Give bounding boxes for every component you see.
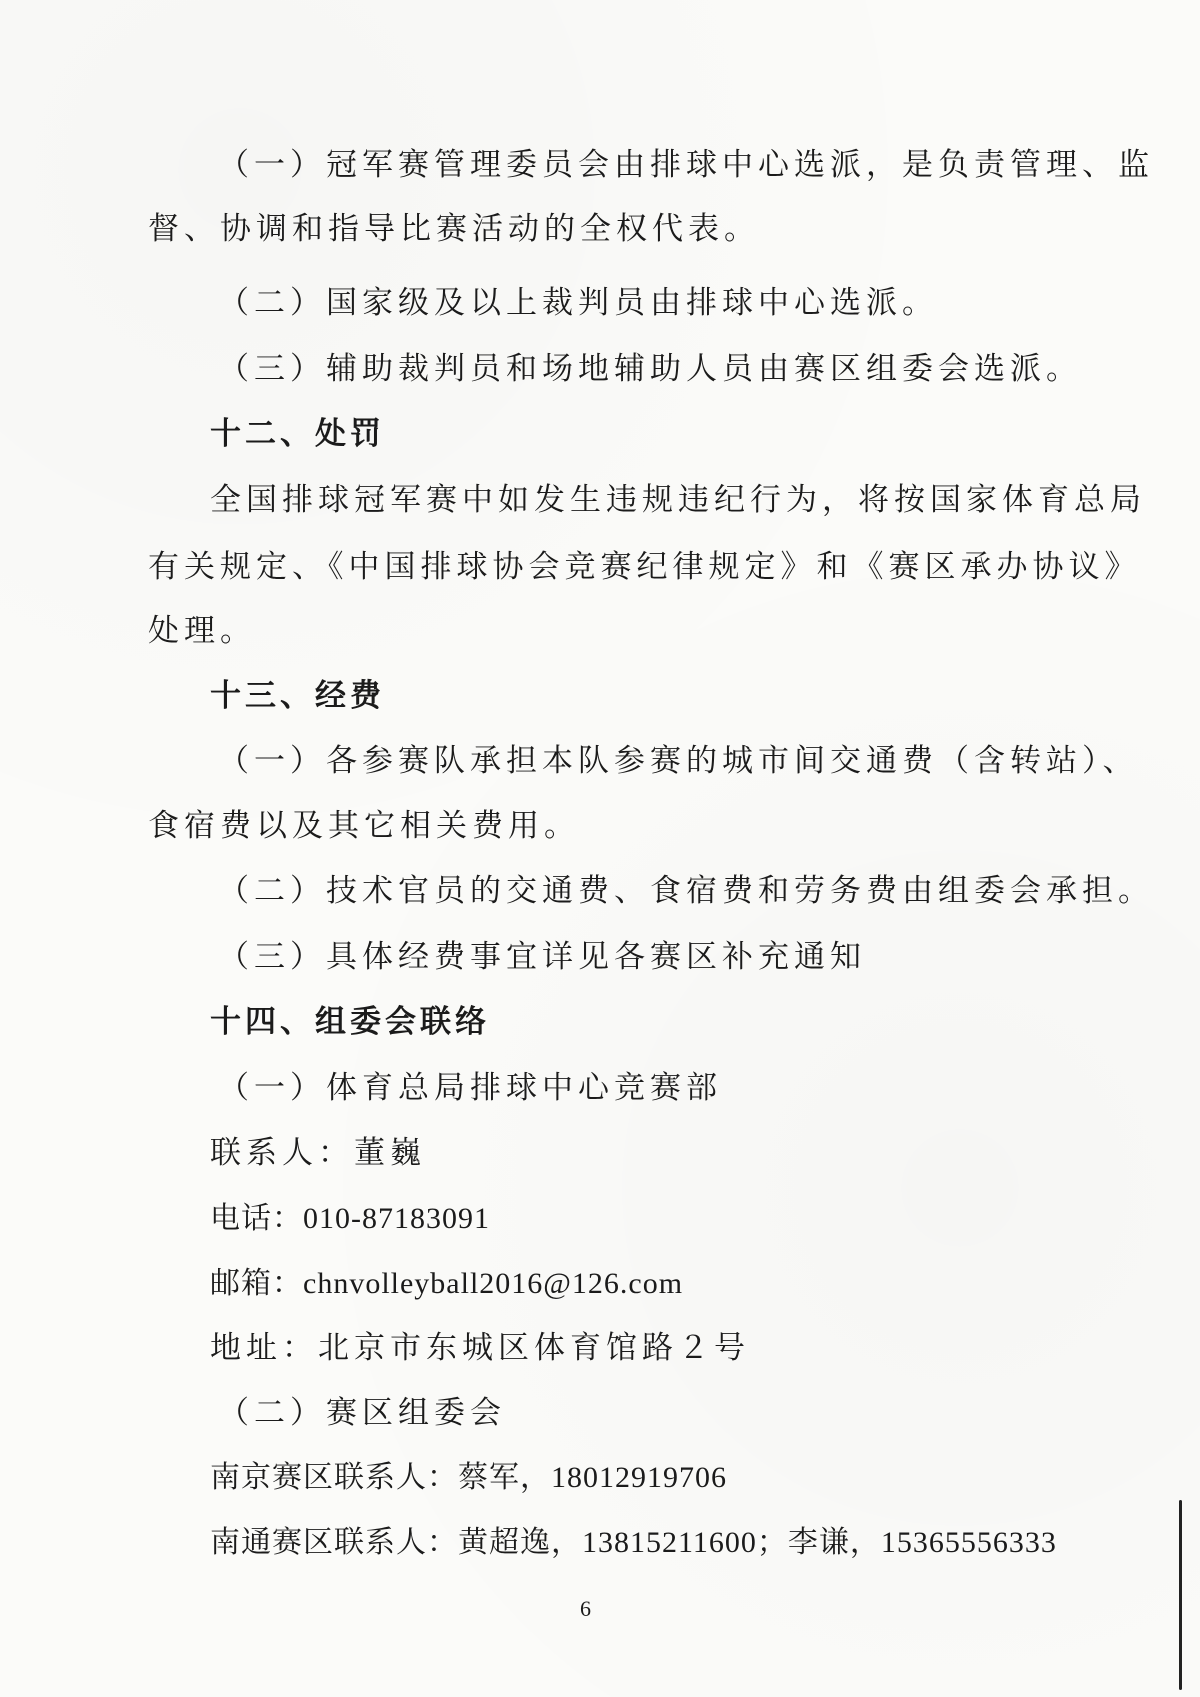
- nanjing-contact-line: 南京赛区联系人：蔡军，18012919706: [210, 1461, 727, 1494]
- contact-unit-line: （一）体育总局排球中心竞赛部: [218, 1070, 722, 1106]
- section-heading-13: 十三、经费: [210, 678, 385, 714]
- paragraph-line-7: 处理。: [148, 613, 256, 649]
- paragraph-line-6: 有关规定、《中国排球协会竞赛纪律规定》和《赛区承办协议》: [148, 549, 1141, 585]
- section-heading-12: 十二、处罚: [210, 416, 385, 452]
- paragraph-line-9: 食宿费以及其它相关费用。: [148, 808, 580, 844]
- nantong-contact-line: 南通赛区联系人：黄超逸，13815211600；李谦，15365556333: [210, 1526, 1057, 1559]
- paragraph-line-1: （一）冠军赛管理委员会由排球中心选派，是负责管理、监: [218, 147, 1154, 183]
- organizing-committee-line: （二）赛区组委会: [218, 1395, 506, 1431]
- paragraph-line-3: （二）国家级及以上裁判员由排球中心选派。: [218, 285, 938, 321]
- scan-edge-mark: [1179, 1500, 1182, 1690]
- paragraph-line-8: （一）各参赛队承担本队参赛的城市间交通费（含转站）、: [218, 743, 1139, 779]
- section-heading-14: 十四、组委会联络: [210, 1004, 490, 1040]
- paragraph-line-5: 全国排球冠军赛中如发生违规违纪行为，将按国家体育总局: [210, 482, 1146, 518]
- contact-phone-line: 电话：010-87183091: [210, 1202, 490, 1235]
- contact-person-line: 联系人：董巍: [210, 1135, 426, 1171]
- paragraph-line-2: 督、协调和指导比赛活动的全权代表。: [148, 211, 760, 247]
- paragraph-line-4: （三）辅助裁判员和场地辅助人员由赛区组委会选派。: [218, 351, 1082, 387]
- paragraph-line-11: （三）具体经费事宜详见各赛区补充通知: [218, 939, 866, 975]
- contact-email-line: 邮箱：chnvolleyball2016@126.com: [210, 1267, 684, 1300]
- page-number: 6: [580, 1596, 591, 1621]
- contact-address-line: 地址：北京市东城区体育馆路２号: [210, 1330, 750, 1366]
- paragraph-line-10: （二）技术官员的交通费、食宿费和劳务费由组委会承担。: [218, 873, 1154, 909]
